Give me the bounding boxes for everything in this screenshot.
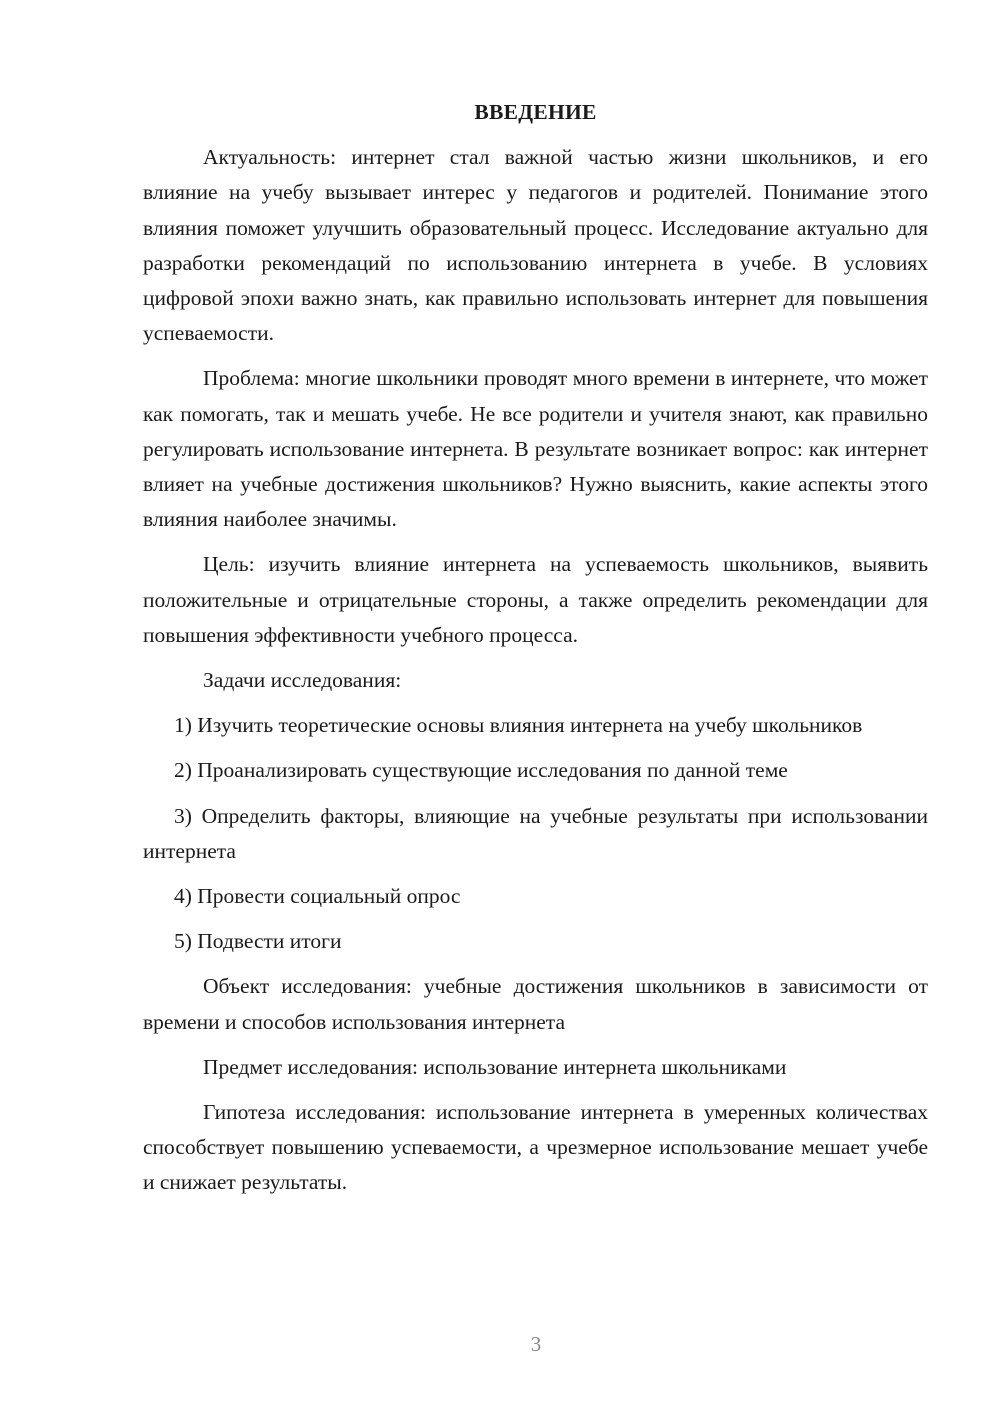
task-item-3: 3) Определить факторы, влияющие на учебные результаты при использовании интернета xyxy=(143,803,928,863)
paragraph-hypothesis: Гипотеза исследования: использование интернета в умеренных количествах способствует повышению успеваемости, а чрезмерное использование мешает учебе и снижает результаты. xyxy=(143,1100,928,1195)
paragraph-subject: Предмет исследования: использование интернета школьниками xyxy=(203,1054,787,1079)
paragraph-object: Объект исследования: учебные достижения школьников в зависимости от времени и способов использования интернета xyxy=(143,974,928,1034)
tasks-heading: Задачи исследования: xyxy=(203,668,402,693)
page-title: ВВЕДЕНИЕ xyxy=(474,100,597,124)
page-content xyxy=(143,95,928,1211)
paragraph-goal: Цель: изучить влияние интернета на успеваемость школьников, выявить положительные и отрицательные стороны, а также определить рекомендации для повышения эффективности учебного процесса. xyxy=(143,552,928,647)
paragraph-relevance: Актуальность: интернет стал важной частью жизни школьников, и его влияние на учебу вызывает интерес у педагогов и родителей. Понимание этого влияния поможет улучшить образовательный процесс. Исследование актуально для разработки рекомендаций по использованию интернета в учебе. В условиях цифровой эпохи важно знать, как правильно использовать интернет для повышения успеваемости. xyxy=(143,145,928,346)
page-number: 3 xyxy=(530,1332,542,1356)
task-item-2: 2) Проанализировать существующие исследования по данной теме xyxy=(174,758,788,783)
task-item-4: 4) Провести социальный опрос xyxy=(174,884,461,909)
paragraph-problem: Проблема: многие школьники проводят много времени в интернете, что может как помогать, так и мешать учебе. Не все родители и учителя знают, как правильно регулировать использование интернета. В результате возникает вопрос: как интернет влияет на учебные достижения школьников? Нужно выяснить, какие аспекты этого влияния наиболее значимы. xyxy=(143,366,928,532)
task-item-5: 5) Подвести итоги xyxy=(174,929,342,954)
task-item-1: 1) Изучить теоретические основы влияния интернета на учебу школьников xyxy=(174,713,863,738)
